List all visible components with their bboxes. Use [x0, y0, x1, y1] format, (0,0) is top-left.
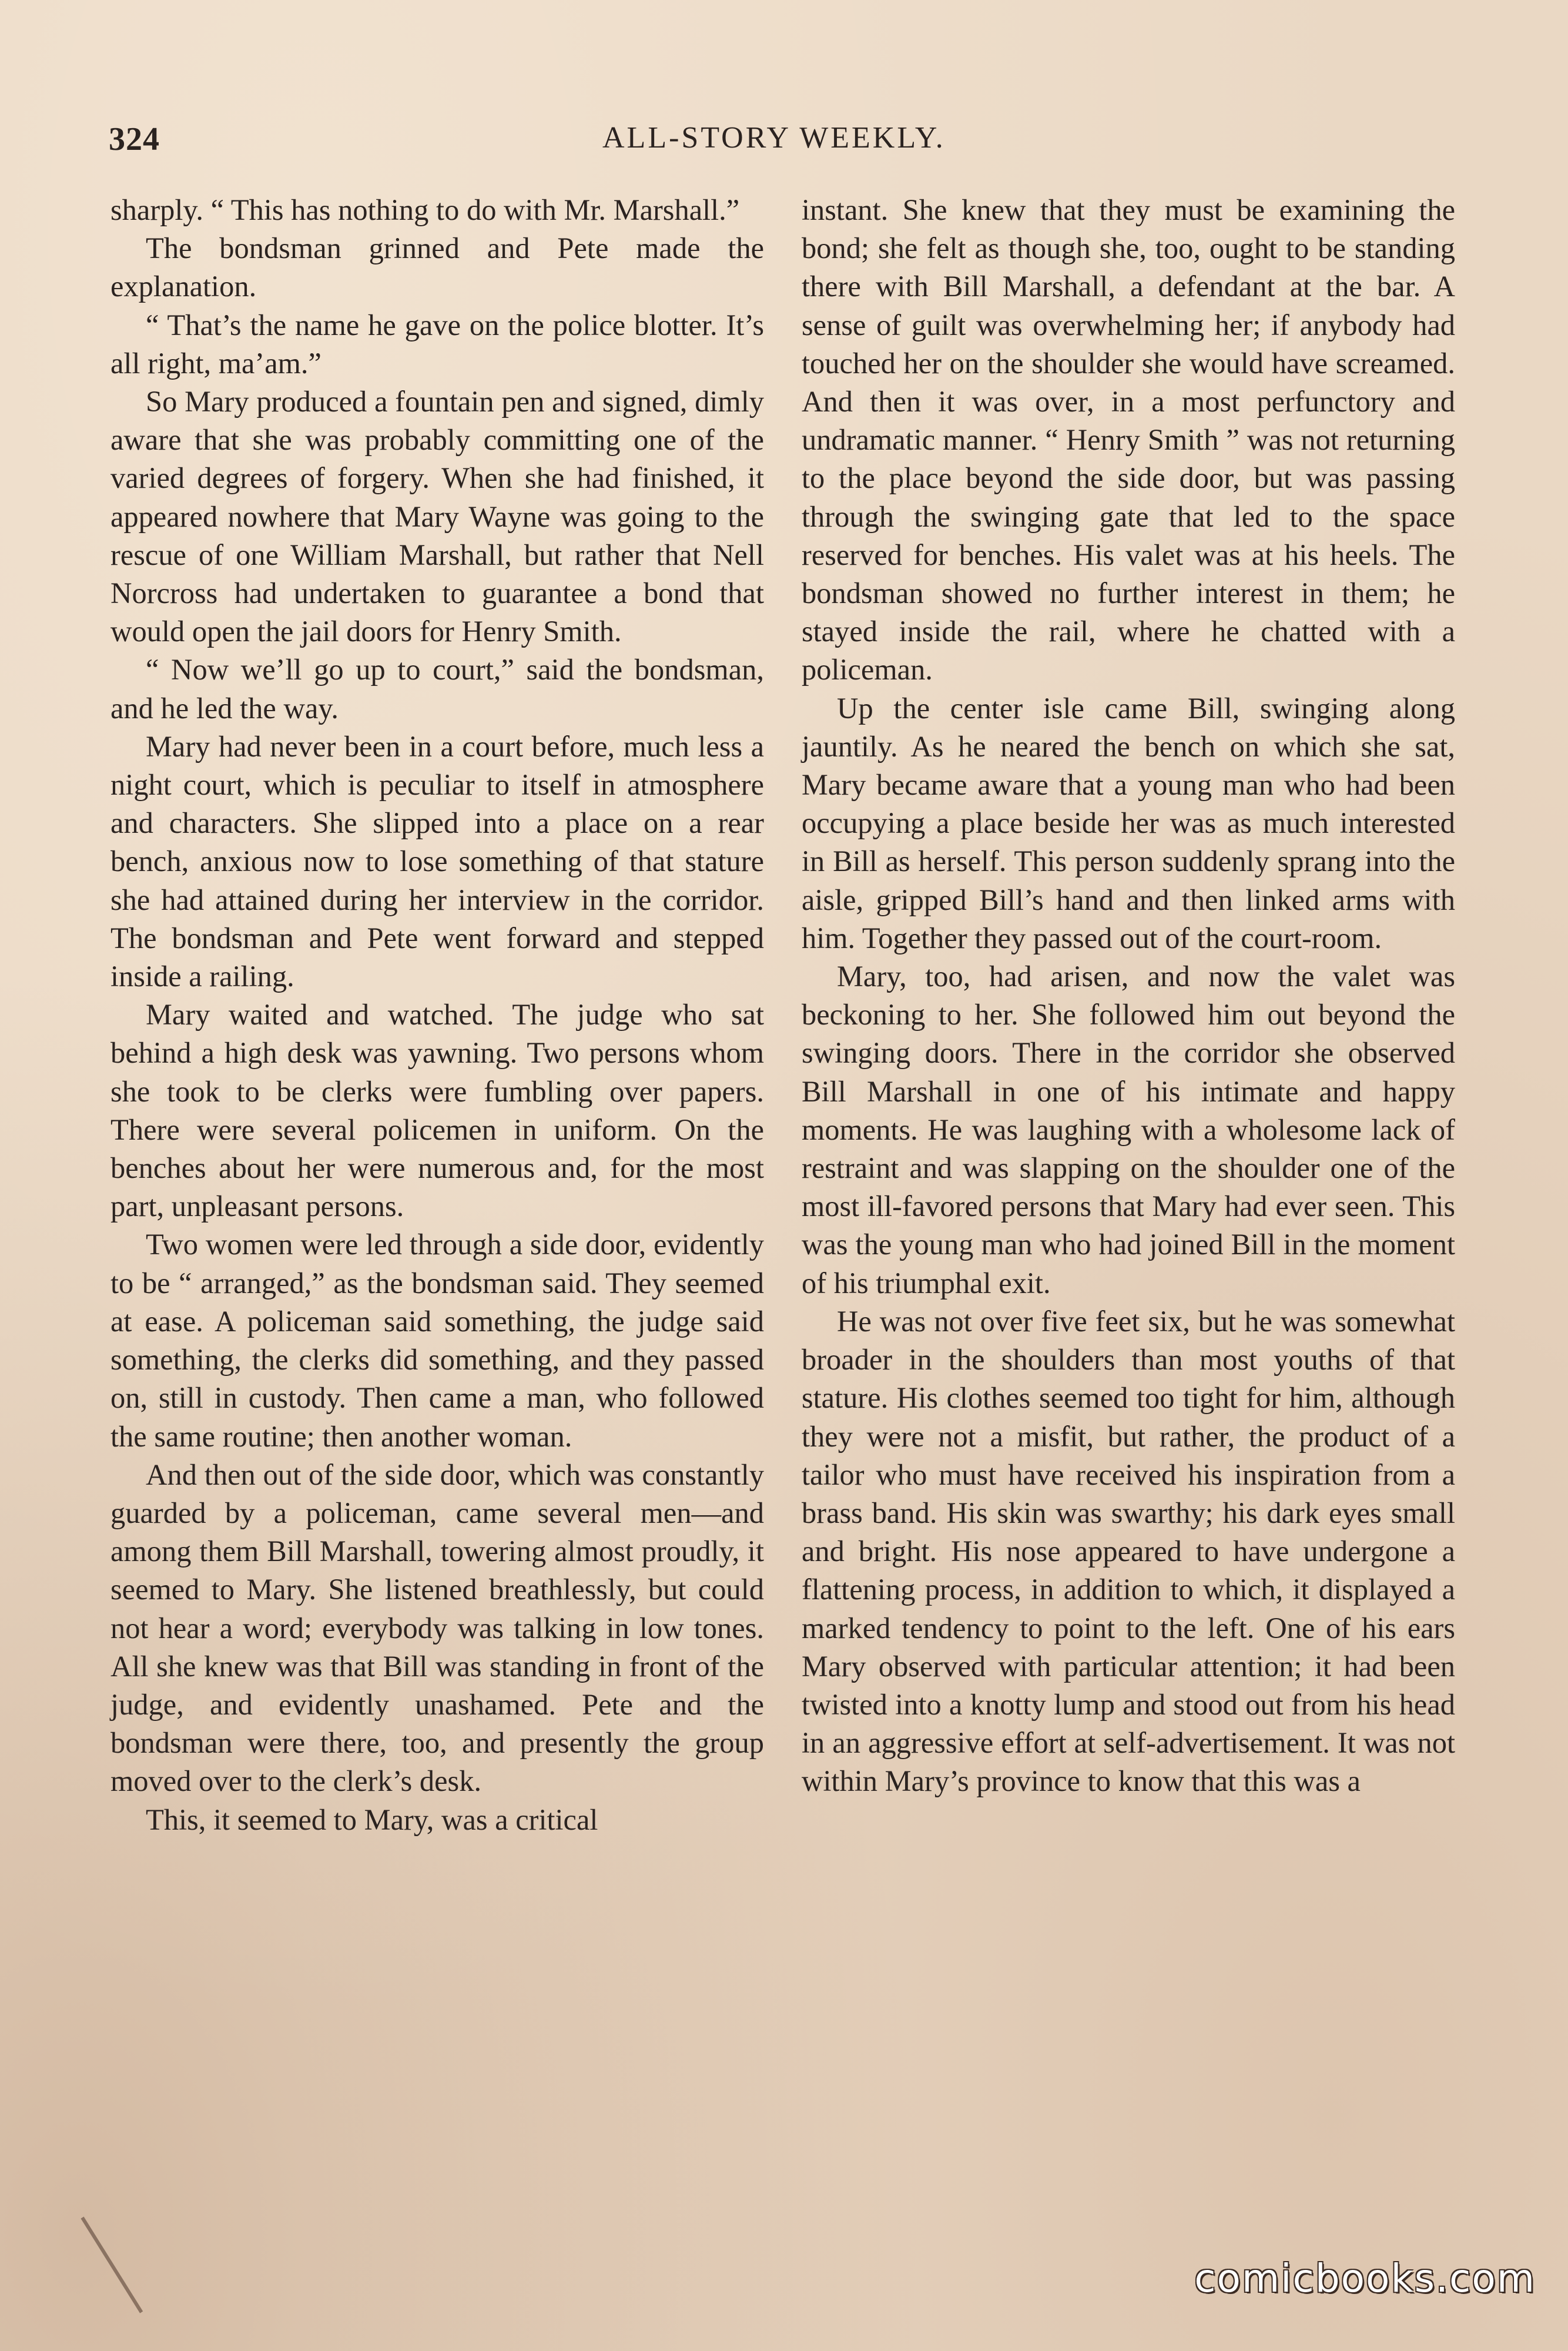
paragraph: Up the center isle came Bill, swinging along jauntily. As he neared the bench on which she sat, Mary became aware that a young man who had been occupying a place beside her was as much interested in Bill as herself. This person suddenly sprang into the aisle, gripped Bill’s hand and then linked arms with him. Together they passed out of the court-room.: [802, 691, 1455, 955]
body-text: [110, 191, 1456, 2236]
running-title: ALL-STORY WEEKLY.: [602, 121, 946, 155]
paragraph: “ Now we’ll go up to court,” said the bondsman, and he led the way.: [110, 653, 764, 725]
paragraph: So Mary produced a fountain pen and signed, dimly aware that she was probably committing one of the varied degrees of forgery. When she had finished, it appeared nowhere that Mary Wayne was going to the rescue of one William Marshall, but rather that Nell Norcross had undertaken to guarantee a bond that would open the jail doors for Henry Smith.: [110, 385, 764, 648]
paragraph: And then out of the side door, which was constantly guarded by a policeman, came several men—and among them Bill Marshall, towering almost proudly, it seemed to Mary. She listened breathlessly, but could not hear a word; everybody was talking in low tones. All she knew was that Bill was standing in front of the judge, and evidently unashamed. Pete and the bondsman were there, too, and presently the group moved over to the clerk’s desk.: [110, 1458, 764, 1798]
paragraph: Mary had never been in a court before, much less a night court, which is peculiar to itself in atmosphere and characters. She slipped into a place on a rear bench, anxious now to lose something of that stature she had attained during her interview in the corridor. The bondsman and Pete went forward and stepped inside a railing.: [110, 729, 764, 993]
paragraph: “ That’s the name he gave on the police blotter. It’s all right, ma’am.”: [110, 308, 764, 380]
paragraph: sharply. “ This has nothing to do with Mr. Marshall.”: [110, 193, 740, 226]
paragraph: Mary waited and watched. The judge who sat behind a high desk was yawning. Two persons whom she took to be clerks were fumbling over papers. There were several policemen in uniform. On the benches about her were numerous and, for the most part, unpleasant persons.: [110, 998, 764, 1223]
watermark: comicbooks.com: [1194, 2256, 1536, 2301]
paragraph: Mary, too, had arisen, and now the valet was beckoning to her. She followed him out beyond the swinging doors. There in the corridor she observed Bill Marshall in one of his intimate and happy moments. He was laughing with a wholesome lack of restraint and was slapping on the shoulder one of the most ill-favored persons that Mary had ever seen. This was the young man who had joined Bill in the moment of his triumphal exit.: [802, 960, 1455, 1300]
page-number: 324: [109, 121, 160, 158]
paragraph: instant. She knew that they must be examining the bond; she felt as though she, too, ought to be standing there with Bill Marshall, a defendant at the bar. A sense of guilt was overwhelming her; if anybody had touched her on the shoulder she would have screamed. And then it was over, in a most perfunctory and undramatic manner. “ Henry Smith ” was not returning to the place beyond the side door, but was passing through the swinging gate that led to the space reserved for benches. His valet was at his heels. The bondsman showed no further interest in them; he stayed inside the rail, where he chatted with a policeman.: [802, 193, 1455, 686]
paragraph: This, it seemed to Mary, was a critical: [146, 1803, 598, 1836]
left-column: [110, 191, 764, 1839]
paragraph: He was not over five feet six, but he was somewhat broader in the shoulders than most youths of that stature. His clothes seemed too tight for him, although they were not a misfit, but rather, the product of a tailor who must have received his inspiration from a brass band. His skin was swarthy; his dark eyes small and bright. His nose appeared to have undergone a flattening process, in addition to which, it displayed a marked tendency to point to the left. One of his ears Mary observed with particular attention; it had been twisted into a knotty lump and stood out from his head in an aggressive effort at self-advertisement. It was not within Mary’s province to know that this was a: [802, 1304, 1455, 1798]
paragraph: Two women were led through a side door, evidently to be “ arranged,” as the bondsman said. They seemed at ease. A policeman said something, the judge said something, the clerks did something, and they passed on, still in custody. Then came a man, who followed the same routine; then another woman.: [110, 1228, 764, 1453]
page-header: [109, 120, 1460, 168]
right-column: [802, 191, 1455, 1801]
paragraph: The bondsman grinned and Pete made the explanation.: [110, 232, 764, 303]
